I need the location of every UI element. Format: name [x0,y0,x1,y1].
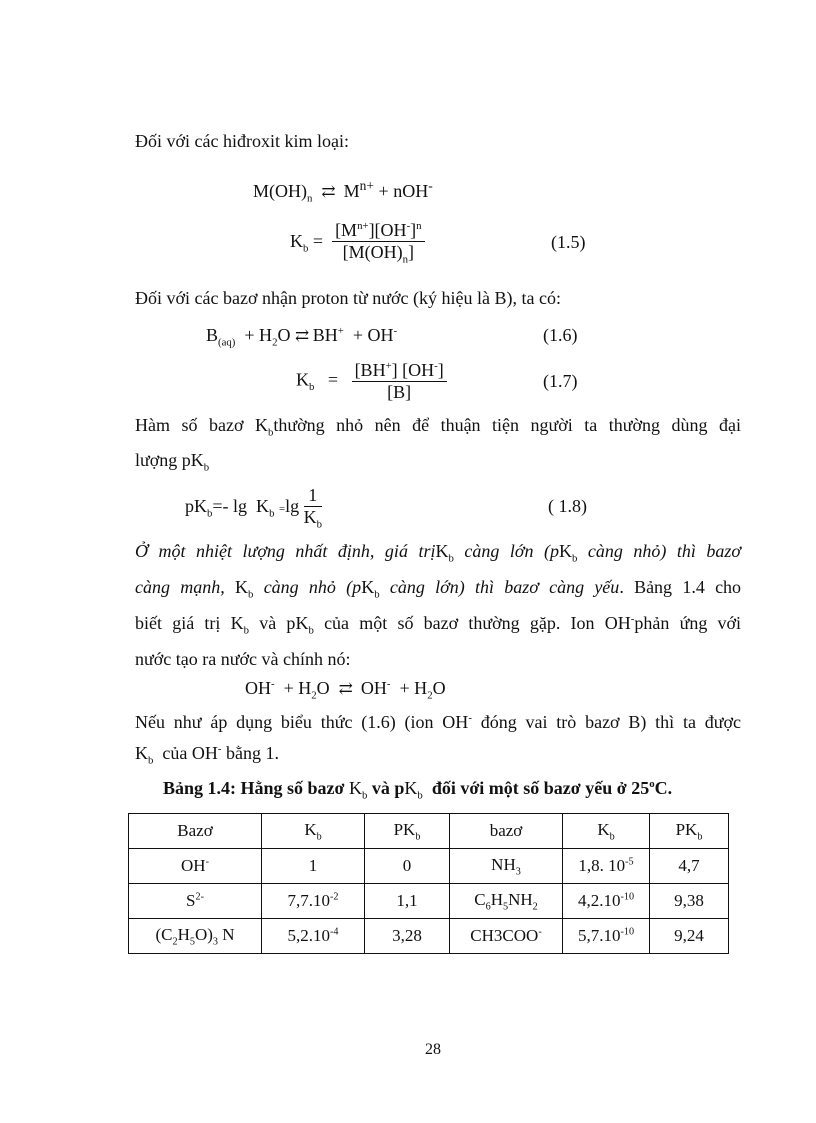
intro-base: Đối với các bazơ nhận proton từ nước (ký hiệu là B), ta có: [135,288,561,308]
text-line-4: nước tạo ra nước và chính nó: [135,649,351,669]
cell-kb: 1,8. $10^{-5}$ [563,849,650,884]
eq-1-7-label: (1.7) [543,371,578,391]
equation-base-protonation: $B_{(aq)} + H_2O$ ⇄ BH+ + OH- [206,325,398,349]
italic-line-1: Ở một nhiệt lượng nhất định, giá trịK$_b$ càng lớn ($pK_b$ càng nhỏ) thì bazơ [135,541,742,565]
text-line-6: $K_b$ của OH- bằng 1. [135,743,279,767]
paragraph-kb-line1: Hàm số bazơ $K_bthường$ nhỏ nên để thuận tiện người ta thường dùng đại [135,415,741,439]
eq-1-8-label: ( 1.8) [548,496,587,516]
header-bazo-2: bazơ [450,814,563,849]
italic-line-2: càng mạnh, $K_b$ càng nhỏ ($pK_b$ càng lớn) thì bazơ càng yếu. Bảng 1.4 cho [135,577,742,601]
equation-kb-hydroxide: $K_b$ = $\frac{[M^{n+}][OH^-]^n}{[M(OH)_n]}$ [290,220,425,266]
intro-hydroxide: Đối với các hiđroxit kim loại: [135,131,349,151]
cell-kb: $5,2.10^{-4}$ [262,919,365,954]
header-kb-1: $K_b$ [262,814,365,849]
base-constants-table [128,813,729,954]
paragraph-kb-line2: lượng $pK_b$ [135,450,210,474]
cell-pkb: 4,7 [650,849,729,884]
text-line-5: Nếu như áp dụng biểu thức (1.6) (ion OH- đóng vai trò bazơ B) thì ta được [135,712,742,732]
table-caption: Bảng 1.4: Hằng số bazơ $K_b$ và $pK_b$ đối với một số bazơ yếu ở 25$^o$C. [163,778,673,802]
cell-pkb: 0 [365,849,450,884]
header-kb-2: $K_b$ [563,814,650,849]
eq-1-6-label: (1.6) [543,325,578,345]
table-row [129,919,729,954]
cell-kb: $4,2.10^{-10}$ [563,884,650,919]
cell-kb: $7,7.10^{-2}$ [262,884,365,919]
equation-pkb: $pK_b=-$ $\lg K_b =\lg$ $\frac{1}{K_b}$ [185,485,322,531]
cell-base: $C_6H_5NH_2$ [450,884,563,919]
cell-pkb: 3,28 [365,919,450,954]
header-pkb-1: $PK_b$ [365,814,450,849]
cell-base: $NH_3$ [450,849,563,884]
header-bazo-1: Bazơ [129,814,262,849]
text-line-3: biết giá trị $K_b$ và $pK_b$ của một số bazơ thường gặp. Ion OH-phản ứng với [135,613,742,637]
table-row [129,849,729,884]
cell-pkb: 9,38 [650,884,729,919]
table-row [129,884,729,919]
eq-1-5-label: (1.5) [551,232,586,252]
cell-base: $(C_2H_5O)_3$ N [129,919,262,954]
cell-kb: $5,7.10^{-10}$ [563,919,650,954]
cell-base: $S^{2-}$ [129,884,262,919]
equation-kb-base: $K_b$ = $\frac{[BH^+] [OH^-]}{[B]}$ [296,360,447,402]
page-number: 28 [425,1041,441,1058]
cell-base: CH3COO- [450,919,563,954]
table-header-row [129,814,729,849]
cell-pkb: 1,1 [365,884,450,919]
cell-kb: 1 [262,849,365,884]
cell-pkb: 9,24 [650,919,729,954]
header-pkb-2: $PK_b$ [650,814,729,849]
equation-hydroxide-water: $OH^- + H_2O$ ⇄ $OH^- + H_2O$ [245,678,446,702]
cell-base: OH- [129,849,262,884]
equation-hydroxide-dissociation: $M(OH)_n$ ⇄ $M^{n+} + nOH^-$ [253,178,433,205]
